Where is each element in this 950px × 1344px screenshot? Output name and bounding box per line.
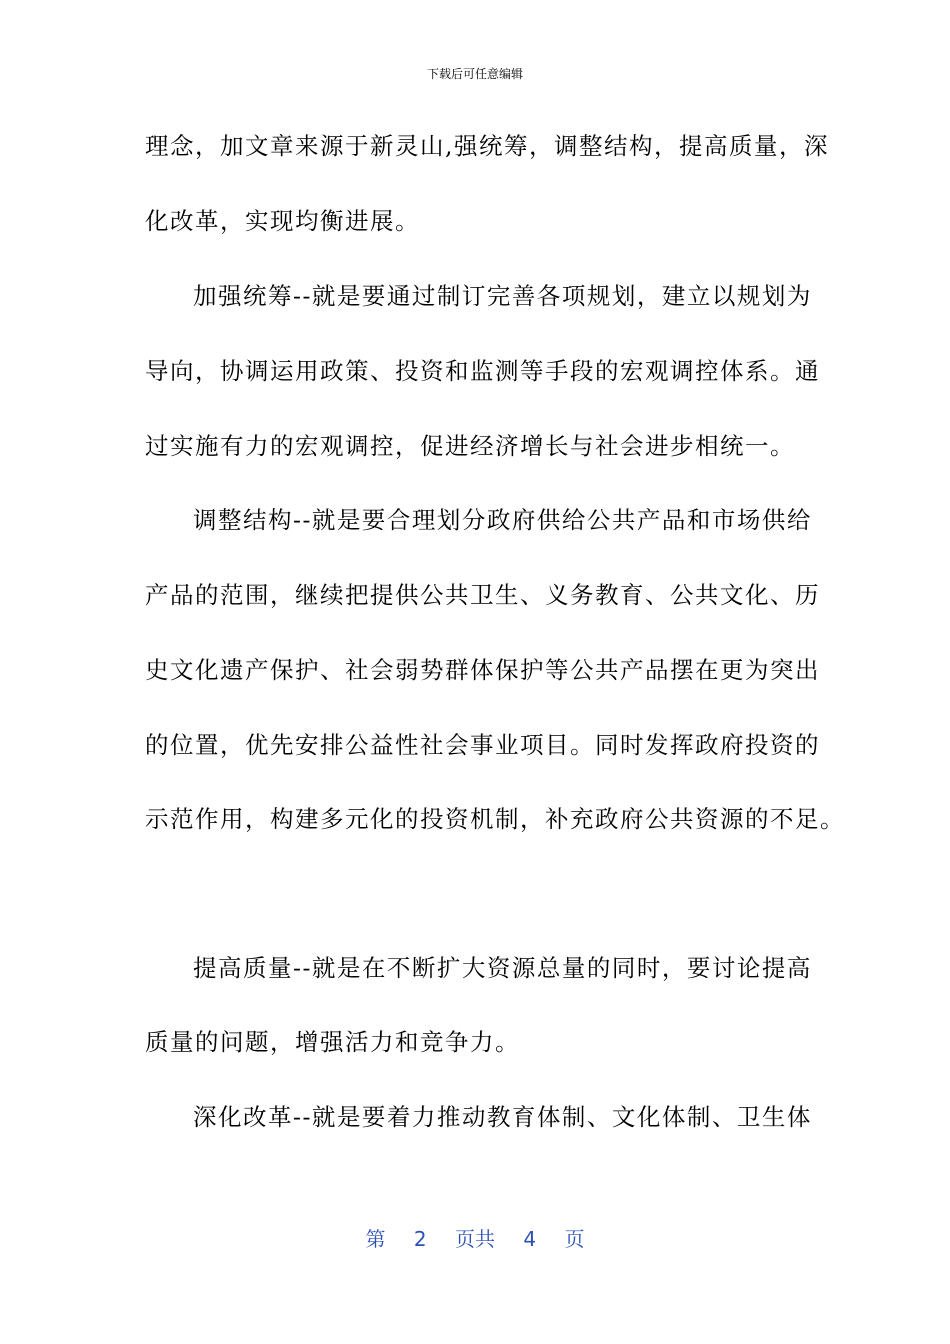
- text-line: 化改革，实现均衡进展。: [145, 207, 420, 235]
- page-label-prefix: 第: [365, 1227, 386, 1251]
- text-line: 导向，协调运用政策、投资和监测等手段的宏观调控体系。通: [145, 357, 820, 385]
- text-line: 质量的问题，增强活力和竞争力。: [145, 1028, 520, 1056]
- text-line: 加强统筹--就是要通过制订完善各项规划，建立以规划为: [193, 282, 812, 310]
- current-page-number: 2: [413, 1227, 427, 1251]
- text-line: 理念，加文章来源于新灵山,强统筹，调整结构，提高质量，深: [145, 132, 829, 160]
- text-line: 的位置，优先安排公益性社会事业项目。同时发挥政府投资的: [145, 731, 820, 759]
- text-line: 示范作用，构建多元化的投资机制，补充政府公共资源的不足。: [145, 805, 845, 833]
- text-line: 调整结构--就是要合理划分政府供给公共产品和市场供给: [193, 506, 812, 534]
- text-line: 史文化遗产保护、社会弱势群体保护等公共产品摆在更为突出: [145, 656, 820, 684]
- page-header: 下载后可任意编辑: [426, 67, 523, 81]
- page-label-middle: 页共: [455, 1227, 495, 1251]
- text-line: 深化改革--就是要着力推动教育体制、文化体制、卫生体: [193, 1103, 812, 1131]
- total-page-number: 4: [523, 1227, 537, 1251]
- text-line: 产品的范围，继续把提供公共卫生、义务教育、公共文化、历: [145, 581, 820, 609]
- text-line: 过实施有力的宏观调控，促进经济增长与社会进步相统一。: [145, 432, 795, 460]
- page-footer: [0, 1226, 950, 1252]
- text-line: 提高质量--就是在不断扩大资源总量的同时，要讨论提高: [193, 954, 812, 982]
- page-label-suffix: 页: [564, 1227, 585, 1251]
